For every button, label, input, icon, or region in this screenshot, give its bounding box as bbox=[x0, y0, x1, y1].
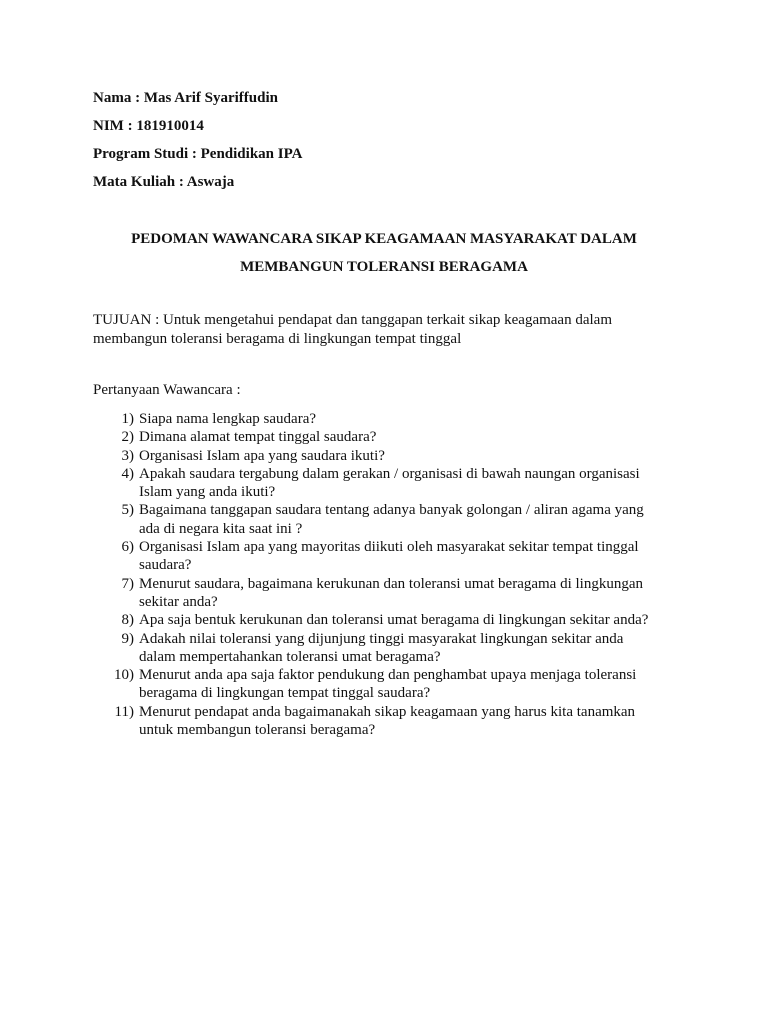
student-program: Program Studi : Pendidikan IPA bbox=[93, 146, 303, 162]
question-text-line: Menurut pendapat anda bagaimanakah sikap keagamaan yang harus kita tanamkan bbox=[139, 703, 636, 720]
question-item bbox=[93, 611, 683, 629]
question-text-line: Menurut saudara, bagaimana kerukunan dan toleransi umat beragama di lingkungan bbox=[139, 575, 643, 592]
objective-line-1: TUJUAN : Untuk mengetahui pendapat dan tanggapan terkait sikap keagamaan dalam bbox=[93, 312, 612, 328]
question-number-label: 2) bbox=[121, 429, 134, 446]
title-line-1: PEDOMAN WAWANCARA SIKAP KEAGAMAAN MASYARAKAT DALAM bbox=[131, 231, 637, 247]
question-text-line: Islam yang anda ikuti? bbox=[139, 484, 276, 501]
question-number-label: 11) bbox=[114, 703, 134, 720]
question-number-label: 9) bbox=[121, 630, 134, 647]
objective-paragraph bbox=[93, 311, 678, 349]
question-text-line: Siapa nama lengkap saudara? bbox=[139, 411, 317, 427]
question-text-line: dalam mempertahankan toleransi umat beragama? bbox=[139, 648, 441, 665]
student-nim: NIM : 181910014 bbox=[93, 118, 204, 134]
question-number-label: 4) bbox=[121, 465, 134, 482]
question-item bbox=[93, 630, 683, 667]
question-number-label: 5) bbox=[121, 502, 134, 519]
question-item bbox=[93, 703, 683, 740]
question-text-line: beragama di lingkungan tempat tinggal saudara? bbox=[139, 685, 431, 702]
question-item bbox=[93, 465, 683, 502]
question-text-line: Organisasi Islam apa yang mayoritas diikuti oleh masyarakat sekitar tempat tinggal bbox=[139, 539, 639, 556]
question-item bbox=[93, 447, 683, 465]
questions-list bbox=[93, 410, 683, 739]
question-number-label: 10) bbox=[114, 667, 134, 684]
question-number-label: 3) bbox=[121, 447, 134, 464]
question-item bbox=[93, 410, 683, 428]
question-item bbox=[93, 538, 683, 575]
student-name: Nama : Mas Arif Syariffudin bbox=[93, 90, 278, 106]
question-text-line: ada di negara kita saat ini ? bbox=[139, 520, 303, 537]
question-text-line: Adakah nilai toleransi yang dijunjung tinggi masyarakat lingkungan sekitar anda bbox=[139, 630, 624, 647]
question-text-line: Organisasi Islam apa yang saudara ikuti? bbox=[139, 447, 385, 464]
question-text-line: saudara? bbox=[139, 557, 192, 574]
question-item bbox=[93, 428, 683, 446]
document-title bbox=[93, 229, 675, 285]
student-info bbox=[93, 88, 693, 200]
question-text-line: Apakah saudara tergabung dalam gerakan / organisasi di bawah naungan organisasi bbox=[139, 465, 640, 482]
question-text-line: sekitar anda? bbox=[139, 593, 218, 610]
question-text-line: Dimana alamat tempat tinggal saudara? bbox=[139, 429, 377, 446]
question-number-label: 8) bbox=[121, 612, 134, 629]
objective-line-2: membangun toleransi beragama di lingkungan tempat tinggal bbox=[93, 331, 462, 347]
questions-heading: Pertanyaan Wawancara : bbox=[93, 382, 241, 398]
question-text-line: Bagaimana tanggapan saudara tentang adanya banyak golongan / aliran agama yang bbox=[139, 502, 644, 519]
question-text-line: Apa saja bentuk kerukunan dan toleransi umat beragama di lingkungan sekitar anda? bbox=[139, 612, 649, 629]
question-item bbox=[93, 501, 683, 538]
title-line-2: MEMBANGUN TOLERANSI BERAGAMA bbox=[240, 259, 528, 275]
question-text-line: Menurut anda apa saja faktor pendukung dan penghambat upaya menjaga toleransi bbox=[139, 667, 637, 684]
question-item bbox=[93, 666, 683, 703]
question-item bbox=[93, 575, 683, 612]
student-course: Mata Kuliah : Aswaja bbox=[93, 174, 235, 190]
question-number-label: 7) bbox=[121, 575, 134, 592]
question-text-line: untuk membangun toleransi beragama? bbox=[139, 722, 376, 739]
question-number-label: 1) bbox=[121, 411, 134, 427]
question-number-label: 6) bbox=[121, 539, 134, 556]
